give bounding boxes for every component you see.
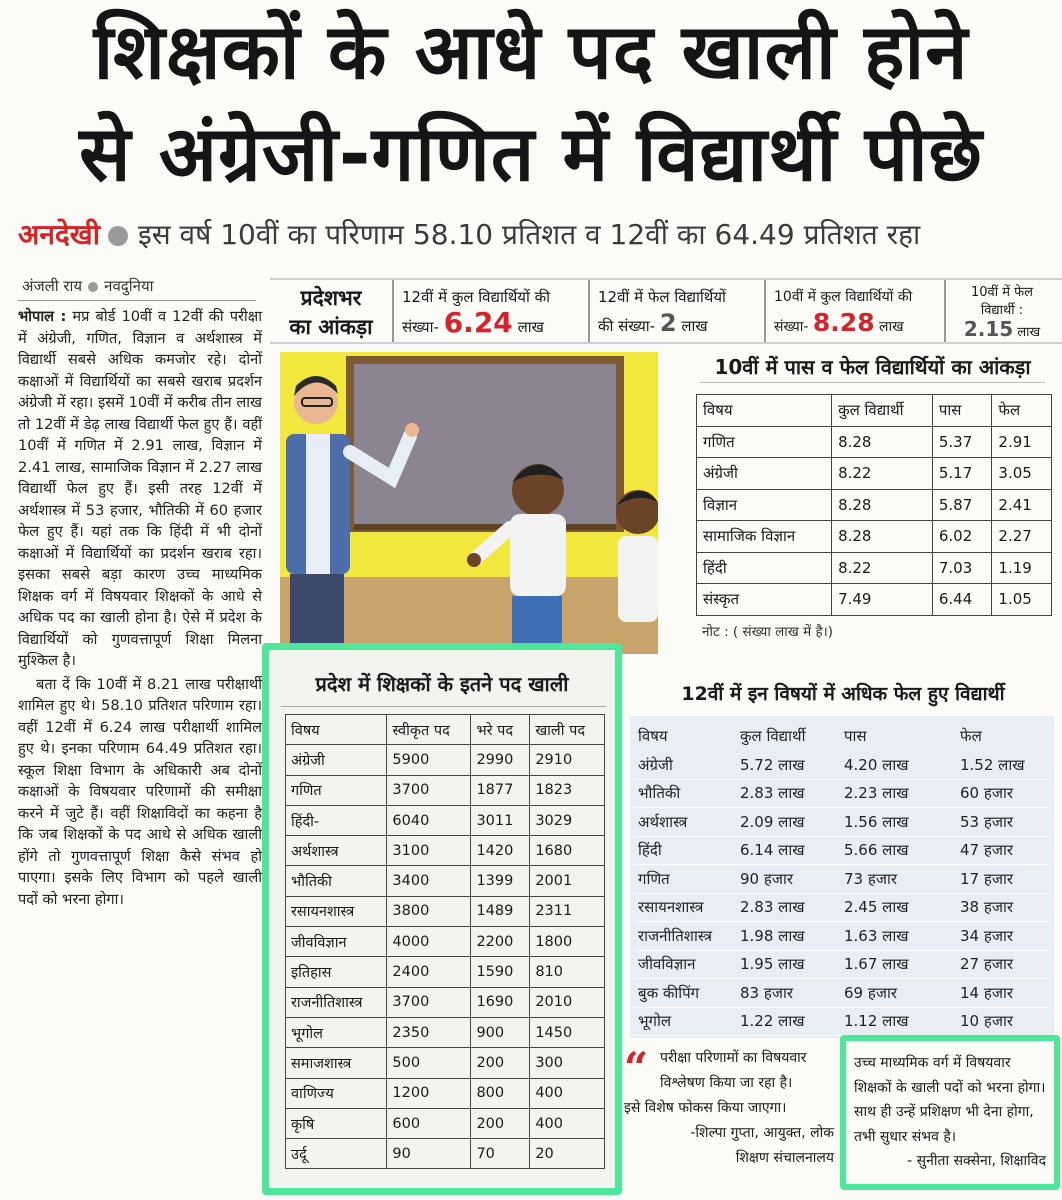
- text-span: लाख: [517, 318, 544, 336]
- table-cell: वाणिज्य: [286, 1078, 387, 1108]
- table-cell: 1823: [530, 775, 605, 805]
- table-row: [634, 751, 1048, 780]
- table-cell: 1489: [471, 896, 530, 926]
- headline: [0, 0, 1062, 204]
- article-paragraph: बता दें कि 10वीं में 8.21 लाख परीक्षार्थी शामिल हुए थे। 58.10 प्रतिशत परिणाम रहा। वहीं 12वीं में 6.24 लाख परीक्षार्थी शामिल हुए थे। इनका परिणाम 64.49 प्रतिशत रहा। स्कूल शिक्षा विभाग के अधिकारी अब दोनों कक्षाओं के विषयवार परिणामों की समीक्षा करने में जुटे हैं। वहीं शिक्षाविदों का कहना है कि जब शिक्षकों के पद आधे से अधिक खाली होंगे तो गुणवत्तापूर्ण शिक्षा कैसे संभव हो पाएगा। इसके लिए विभाग को पहले खाली पदों को भरना होगा।: [18, 675, 262, 908]
- table-cell: 2010: [530, 987, 605, 1017]
- byline-source: नवदुनिया: [104, 277, 154, 295]
- table-cell: 3700: [387, 987, 471, 1017]
- table-cell: 1.52 लाख: [960, 755, 1025, 774]
- table-cell: जीवविज्ञान: [638, 955, 696, 974]
- text-span: 2: [659, 309, 677, 337]
- table-cell: 1.05: [992, 584, 1052, 616]
- table-cell: 5.37: [932, 426, 992, 458]
- table-header-cell: विषय: [638, 727, 668, 746]
- table-cell: भूगोल: [286, 1017, 387, 1047]
- stat-12th-failed: 12वीं में फेल विद्यार्थियों की संख्या- 2 लाख: [590, 280, 766, 342]
- table-cell: 2350: [387, 1017, 471, 1047]
- table-cell: गणित: [286, 775, 387, 805]
- table-cell: हिंदी: [697, 552, 832, 584]
- table-cell: 2.09 लाख: [740, 812, 805, 831]
- table-cell: 1.98 लाख: [740, 926, 805, 945]
- text-span: लाख: [681, 317, 708, 335]
- table-row: [697, 521, 1052, 553]
- table-cell: 3011: [471, 805, 530, 835]
- subheadline: [18, 212, 1058, 258]
- table-cell: 1.12 लाख: [844, 1012, 909, 1031]
- table-cell: 1.22 लाख: [740, 1012, 805, 1031]
- table-cell: गणित: [697, 426, 832, 458]
- table-row: [697, 426, 1052, 458]
- table-cell: अंग्रेजी: [697, 458, 832, 490]
- table-cell: 1.56 लाख: [844, 812, 909, 831]
- table-cell: 1.67 लाख: [844, 955, 909, 974]
- table-cell: 73 हजार: [844, 869, 897, 888]
- table-cell: 2.41: [992, 489, 1052, 521]
- table-cell: 200: [471, 1108, 530, 1138]
- table-cell: 1450: [530, 1017, 605, 1047]
- table-cell: 7.03: [932, 552, 992, 584]
- table-header-row: [634, 722, 1048, 751]
- table-cell: 3029: [530, 805, 605, 835]
- stat-10th-failed: 10वीं में फेल विद्यार्थी : 2.15 लाख: [963, 285, 1041, 341]
- table-cell: 10 हजार: [960, 1012, 1013, 1031]
- quote-attribution: - सुनीता सक्सेना, शिक्षाविद: [907, 1153, 1046, 1169]
- table-cell: 2.27: [992, 521, 1052, 553]
- table-cell: अंग्रेजी: [286, 745, 387, 775]
- table-header-cell: पास: [932, 395, 992, 427]
- table-row: [634, 950, 1048, 979]
- table-row: [697, 552, 1052, 584]
- table-header-cell: विषय: [697, 395, 832, 427]
- table-cell: 4.20 लाख: [844, 755, 909, 774]
- table-header-cell: खाली पद: [530, 715, 605, 745]
- table-cell: अर्थशास्त्र: [638, 812, 688, 831]
- dateline: भोपाल :: [18, 308, 67, 325]
- table-cell: उर्दू: [286, 1139, 387, 1169]
- vacancy-table-title: प्रदेश में शिक्षकों के इतने पद खाली: [315, 672, 569, 696]
- stats-bar-label: प्रदेशभर का आंकड़ा: [270, 280, 394, 342]
- text-span: 8.28: [812, 308, 875, 337]
- table-cell: 3800: [387, 896, 471, 926]
- table-cell: 8.28: [832, 426, 933, 458]
- table-row: [634, 893, 1048, 922]
- table-cell: 2311: [530, 896, 605, 926]
- table-header-cell: फेल: [960, 727, 982, 746]
- table-cell: 1.63 लाख: [844, 926, 909, 945]
- table-cell: 69 हजार: [844, 983, 897, 1002]
- table-row: [634, 865, 1048, 894]
- table-12th-title: 12वीं में इन विषयों में अधिक फेल हुए विद्यार्थी: [681, 683, 1005, 705]
- text-span: 2.15: [963, 317, 1014, 341]
- table-cell: 8.22: [832, 458, 933, 490]
- table-row: [634, 808, 1048, 837]
- table-cell: समाजशास्त्र: [286, 1048, 387, 1078]
- text-span: लाख: [879, 319, 904, 335]
- table-header-cell: पास: [844, 727, 867, 746]
- table-row: [286, 896, 605, 926]
- state-stats-bar: [270, 278, 1062, 344]
- table-cell: कृषि: [286, 1108, 387, 1138]
- table-cell: 2.91: [992, 426, 1052, 458]
- table-cell: 3400: [387, 866, 471, 896]
- table-cell: 2001: [530, 866, 605, 896]
- table-row: [634, 779, 1048, 808]
- table-row: [286, 1139, 605, 1169]
- table-row: [286, 745, 605, 775]
- table-cell: राजनीतिशास्त्र: [638, 926, 712, 945]
- table-cell: 2.45 लाख: [844, 898, 909, 917]
- headline-line-1: शिक्षकों के आधे पद खाली होने: [93, 7, 969, 96]
- text-span: संख्या-: [402, 318, 439, 336]
- classroom-illustration: [280, 352, 658, 654]
- table-cell: 5.66 लाख: [844, 841, 909, 860]
- table-row: [634, 1007, 1048, 1036]
- table-cell: 3100: [387, 836, 471, 866]
- table-cell: 500: [387, 1048, 471, 1078]
- table-cell: इतिहास: [286, 957, 387, 987]
- table-cell: हिंदी-: [286, 805, 387, 835]
- table-cell: गणित: [638, 869, 670, 888]
- table-cell: 2.83 लाख: [740, 784, 805, 803]
- stat-10th-total: 10वीं में कुल विद्यार्थियों की संख्या- 8.28 लाख: [766, 280, 946, 342]
- quote-attribution: शिक्षण संचालनालय: [735, 1150, 834, 1166]
- byline: [22, 276, 154, 296]
- table-header-row: [286, 715, 605, 745]
- table-cell: 5.72 लाख: [740, 755, 805, 774]
- byline-author: अंजली राय: [22, 277, 83, 295]
- table-cell: 60 हजार: [960, 784, 1013, 803]
- table-row: [286, 1078, 605, 1108]
- table-cell: 6040: [387, 805, 471, 835]
- table-cell: 4000: [387, 927, 471, 957]
- table-cell: 20: [530, 1139, 605, 1169]
- official-quote: [624, 1043, 842, 1171]
- table-header-cell: भरे पद: [471, 715, 530, 745]
- table-cell: 8.28: [832, 489, 933, 521]
- table-cell: 1877: [471, 775, 530, 805]
- table-cell: भौतिकी: [638, 784, 681, 803]
- table-cell: 6.02: [932, 521, 992, 553]
- text-span: 6.24: [443, 306, 513, 339]
- table-row: [697, 489, 1052, 521]
- table-cell: 200: [471, 1048, 530, 1078]
- table-cell: 1800: [530, 927, 605, 957]
- table-row: [634, 979, 1048, 1008]
- table-cell: रसायनशास्त्र: [638, 898, 704, 917]
- table-header-cell: कुल विद्यार्थी: [832, 395, 933, 427]
- table-cell: 7.49: [832, 584, 933, 616]
- table-cell: 800: [471, 1078, 530, 1108]
- quote-text: उच्च माध्यमिक वर्ग में विषयवार शिक्षकों के खाली पदों को भरना होगा। साथ ही उन्हें प्रशिक्षण भी देना होगा, तभी सुधार संभव है।: [854, 1055, 1046, 1145]
- table-cell: 34 हजार: [960, 926, 1013, 945]
- table-row: [286, 866, 605, 896]
- table-cell: 300: [530, 1048, 605, 1078]
- table-row: [286, 987, 605, 1017]
- table-cell: 6.44: [932, 584, 992, 616]
- table-cell: 5900: [387, 745, 471, 775]
- text-span: संख्या-: [774, 319, 809, 335]
- table-row: [286, 805, 605, 835]
- article-paragraph: [18, 306, 262, 672]
- headline-line-2: से अंग्रेजी-गणित में विद्यार्थी पीछे: [79, 109, 983, 198]
- table-cell: बुक कीपिंग: [638, 983, 700, 1002]
- table-cell: 6.14 लाख: [740, 841, 805, 860]
- table-header-cell: कुल विद्यार्थी: [740, 727, 806, 746]
- text-span: की संख्या-: [598, 317, 656, 335]
- table-cell: 1680: [530, 836, 605, 866]
- quote-attribution: -शिल्पा गुप्ता, आयुक्त, लोक: [690, 1125, 834, 1141]
- table-cell: 1200: [387, 1078, 471, 1108]
- table-cell: 47 हजार: [960, 841, 1013, 860]
- table-row: [286, 957, 605, 987]
- table-row: [286, 1048, 605, 1078]
- text-span: लाख: [1017, 325, 1041, 340]
- table-row: [286, 775, 605, 805]
- table-row: [286, 1108, 605, 1138]
- table-cell: 1.95 लाख: [740, 955, 805, 974]
- table-cell: 3.05: [992, 458, 1052, 490]
- table-cell: 810: [530, 957, 605, 987]
- table-row: [634, 922, 1048, 951]
- table-cell: 90 हजार: [740, 869, 793, 888]
- quote-text: परीक्षा परिणामों का विषयवार विश्लेषण किया जा रहा है।: [660, 1050, 807, 1091]
- table-cell: 1399: [471, 866, 530, 896]
- table-cell: 900: [471, 1017, 530, 1047]
- stat-12th-total: 12वीं में कुल विद्यार्थियों की संख्या- 6.24 लाख: [394, 280, 590, 342]
- table-cell: 5.87: [932, 489, 992, 521]
- kicker-label: अनदेखी: [18, 218, 100, 251]
- table-cell: 27 हजार: [960, 955, 1013, 974]
- table-cell: 2.23 लाख: [844, 784, 909, 803]
- table-cell: रसायनशास्त्र: [286, 896, 387, 926]
- table-header-cell: स्वीकृत पद: [387, 715, 471, 745]
- vacancy-highlight-box: [262, 643, 622, 1195]
- bullet-dot-icon: [88, 282, 98, 292]
- table-12th-results: [634, 722, 1048, 1036]
- table-row: [697, 458, 1052, 490]
- vacancy-table: [285, 714, 605, 1169]
- table-row: [286, 836, 605, 866]
- table-cell: 53 हजार: [960, 812, 1013, 831]
- title-divider: [281, 706, 606, 707]
- table-cell: अर्थशास्त्र: [286, 836, 387, 866]
- table-row: [634, 836, 1048, 865]
- table-cell: विज्ञान: [697, 489, 832, 521]
- table-cell: संस्कृत: [697, 584, 832, 616]
- text-span: मप्र बोर्ड 10वीं व 12वीं की परीक्षा में अंग्रेजी, गणित, विज्ञान व अर्थशास्त्र में विद्यार्थी सबसे अधिक कमजोर रहे। दोनों कक्षाओं में विद्यार्थियों का सबसे खराब प्रदर्शन अंग्रेजी में रहा। इसमें 10वीं में करीब तीन लाख तो 12वीं में डेढ़ लाख विद्यार्थी फेल हुए हैं। वहीं 10वीं में गणित में 2.91 लाख, विज्ञान में 2.41 लाख, सामाजिक विज्ञान में 2.27 लाख विद्यार्थी फेल हुए हैं। इसी तरह 12वीं में अर्थशास्त्र में 53 हजार, भौतिकी में 60 हजार फेल हुए हैं। यहां तक कि हिंदी में भी दोनों कक्षाओं में विद्यार्थियों का प्रदर्शन खराब रहा। इसका सबसे बड़ा कारण उच्च माध्यमिक शिक्षक वर्ग में विषयवार शिक्षकों के आधे से अधिक पद का खाली होना है। ऐसे में प्रदेश के विद्यार्थियों को गुणवत्तापूर्ण शिक्षा मिलना मुश्किल है।: [18, 308, 262, 669]
- table-cell: 38 हजार: [960, 898, 1013, 917]
- table-cell: 1420: [471, 836, 530, 866]
- table-cell: 1590: [471, 957, 530, 987]
- table-cell: जीवविज्ञान: [286, 927, 387, 957]
- table-cell: भूगोल: [638, 1012, 672, 1031]
- table-cell: राजनीतिशास्त्र: [286, 987, 387, 1017]
- table-cell: 14 हजार: [960, 983, 1013, 1002]
- table-cell: 17 हजार: [960, 869, 1013, 888]
- table-cell: 8.22: [832, 552, 933, 584]
- table-row: [286, 927, 605, 957]
- expert-quote-highlight-box: [840, 1035, 1060, 1190]
- table-10th-results: [696, 394, 1052, 616]
- table-cell: हिंदी: [638, 841, 662, 860]
- table-cell: 400: [530, 1078, 605, 1108]
- table-cell: सामाजिक विज्ञान: [697, 521, 832, 553]
- article-body: [18, 306, 262, 912]
- table-cell: 2910: [530, 745, 605, 775]
- table-cell: 400: [530, 1108, 605, 1138]
- table-row: [286, 1017, 605, 1047]
- table-cell: 2990: [471, 745, 530, 775]
- table-cell: 2400: [387, 957, 471, 987]
- subheadline-text: इस वर्ष 10वीं का परिणाम 58.10 प्रतिशत व 12वीं का 64.49 प्रतिशत रहा: [137, 218, 921, 251]
- table-cell: 600: [387, 1108, 471, 1138]
- table-cell: 5.17: [932, 458, 992, 490]
- byline-divider: [18, 300, 256, 301]
- table-10th-title: 10वीं में पास व फेल विद्यार्थियों का आंकड़ा: [700, 352, 1045, 383]
- table-cell: 90: [387, 1139, 471, 1169]
- table-cell: 1690: [471, 987, 530, 1017]
- table-header-cell: फेल: [992, 395, 1052, 427]
- quote-mark-icon: “: [624, 1043, 649, 1092]
- table-row: [697, 584, 1052, 616]
- table-header-cell: विषय: [286, 715, 387, 745]
- table-cell: 2200: [471, 927, 530, 957]
- table-cell: भौतिकी: [286, 866, 387, 896]
- quote-text: इसे विशेष फोकस किया जाएगा।: [624, 1100, 787, 1116]
- table-cell: 8.28: [832, 521, 933, 553]
- table-cell: अंग्रेजी: [638, 755, 673, 774]
- table-cell: 83 हजार: [740, 983, 793, 1002]
- table-10th-note: नोट : ( संख्या लाख में है।): [702, 624, 834, 640]
- table-cell: 1.19: [992, 552, 1052, 584]
- bullet-dot-icon: [108, 226, 128, 246]
- table-header-row: [697, 395, 1052, 427]
- table-cell: 3700: [387, 775, 471, 805]
- table-cell: 2.83 लाख: [740, 898, 805, 917]
- table-cell: 70: [471, 1139, 530, 1169]
- teacher-students-illustration: [280, 352, 658, 654]
